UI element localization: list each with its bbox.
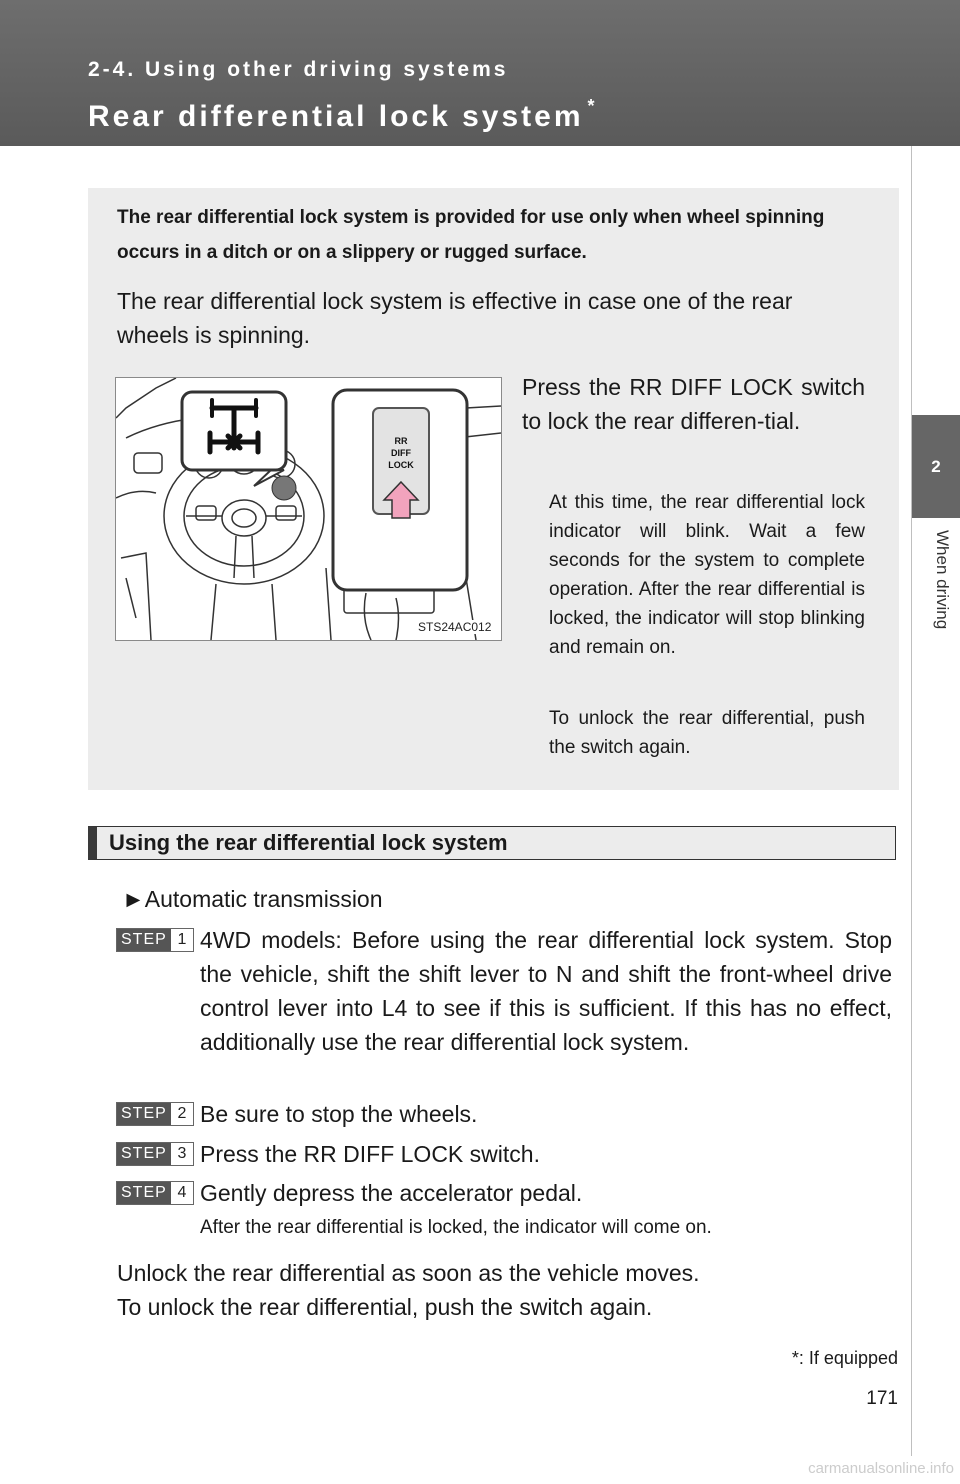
figure-code: STS24AC012 xyxy=(418,620,492,634)
section-label: 2-4. Using other driving systems xyxy=(88,58,509,81)
step-word: STEP xyxy=(121,1184,167,1201)
step-4-note: After the rear differential is locked, the indicator will come on. xyxy=(200,1217,712,1238)
page-number: 171 xyxy=(866,1388,898,1409)
watermark[interactable]: carmanualsonline.info xyxy=(808,1460,954,1477)
closing-line-2: To unlock the rear differential, push the switch again. xyxy=(117,1294,653,1320)
page-title-text: Rear differential lock system xyxy=(88,100,584,133)
transmission-label xyxy=(122,886,383,913)
footnote xyxy=(792,1348,898,1369)
intro-bold-text: The rear differential lock system is provided for use only when wheel spinning occurs in a ditch or on a slippery or rugged surface. xyxy=(117,207,825,263)
step-3-text: Press the RR DIFF LOCK switch. xyxy=(200,1141,540,1167)
step-4-text: Gently depress the accelerator pedal. xyxy=(200,1180,583,1206)
chapter-number: 2 xyxy=(931,456,941,476)
subsection-heading-text: Using the rear differential lock system xyxy=(109,830,508,855)
step-word: STEP xyxy=(121,931,167,948)
chapter-name: When driving xyxy=(933,530,952,630)
intro-text: The rear differential lock system is effective in case one of the rear wheels is spinning. xyxy=(117,288,793,348)
page-title xyxy=(88,96,595,134)
press-instruction: Press the RR DIFF LOCK switch to lock the rear differen-tial. xyxy=(522,374,865,434)
triangle-bullet-icon: ► xyxy=(122,886,145,912)
switch-label-line-2: DIFF xyxy=(391,448,411,458)
step-2-text: Be sure to stop the wheels. xyxy=(200,1101,478,1127)
step-word: STEP xyxy=(121,1105,167,1122)
margin-divider xyxy=(911,146,912,1456)
closing-line-1: Unlock the rear differential as soon as the vehicle moves. xyxy=(117,1260,700,1286)
step-1-text: 4WD models: Before using the rear differential lock system. Stop the vehicle, shift the shift lever to N and shift the front-wheel drive control lever into L4 to see if this is sufficient. If this has no effect, additionally use the rear differential lock system. xyxy=(200,927,892,1055)
unlock-note: To unlock the rear differential, push the switch again. xyxy=(549,708,865,758)
footnote-mark: * xyxy=(791,1348,799,1368)
switch-label-line-3: LOCK xyxy=(388,460,414,470)
page-header xyxy=(0,0,960,146)
dashboard-illustration xyxy=(115,377,502,641)
step-badge-2 xyxy=(116,1102,194,1126)
transmission-label-text: Automatic transmission xyxy=(144,886,383,912)
indicator-note: At this time, the rear differential lock indicator will blink. Wait a few seconds for the system to complete operation. After the rear differential is locked, the indicator will stop blinking and remain on. xyxy=(549,492,865,658)
footnote-text: : If equipped xyxy=(798,1348,898,1368)
closing-text xyxy=(117,1256,897,1324)
chapter-tab[interactable] xyxy=(912,415,960,518)
step-number: 4 xyxy=(171,1182,193,1204)
switch-label-line-1: RR xyxy=(394,436,408,446)
step-number: 2 xyxy=(171,1103,193,1125)
if-equipped-mark: * xyxy=(587,96,595,116)
step-number: 3 xyxy=(171,1143,193,1165)
dashboard-drawing xyxy=(116,378,501,640)
step-badge-4 xyxy=(116,1181,194,1205)
step-word: STEP xyxy=(121,1145,167,1162)
subsection-heading xyxy=(88,826,896,860)
step-badge-1 xyxy=(116,928,194,952)
step-number: 1 xyxy=(171,929,193,951)
step-badge-3 xyxy=(116,1142,194,1166)
